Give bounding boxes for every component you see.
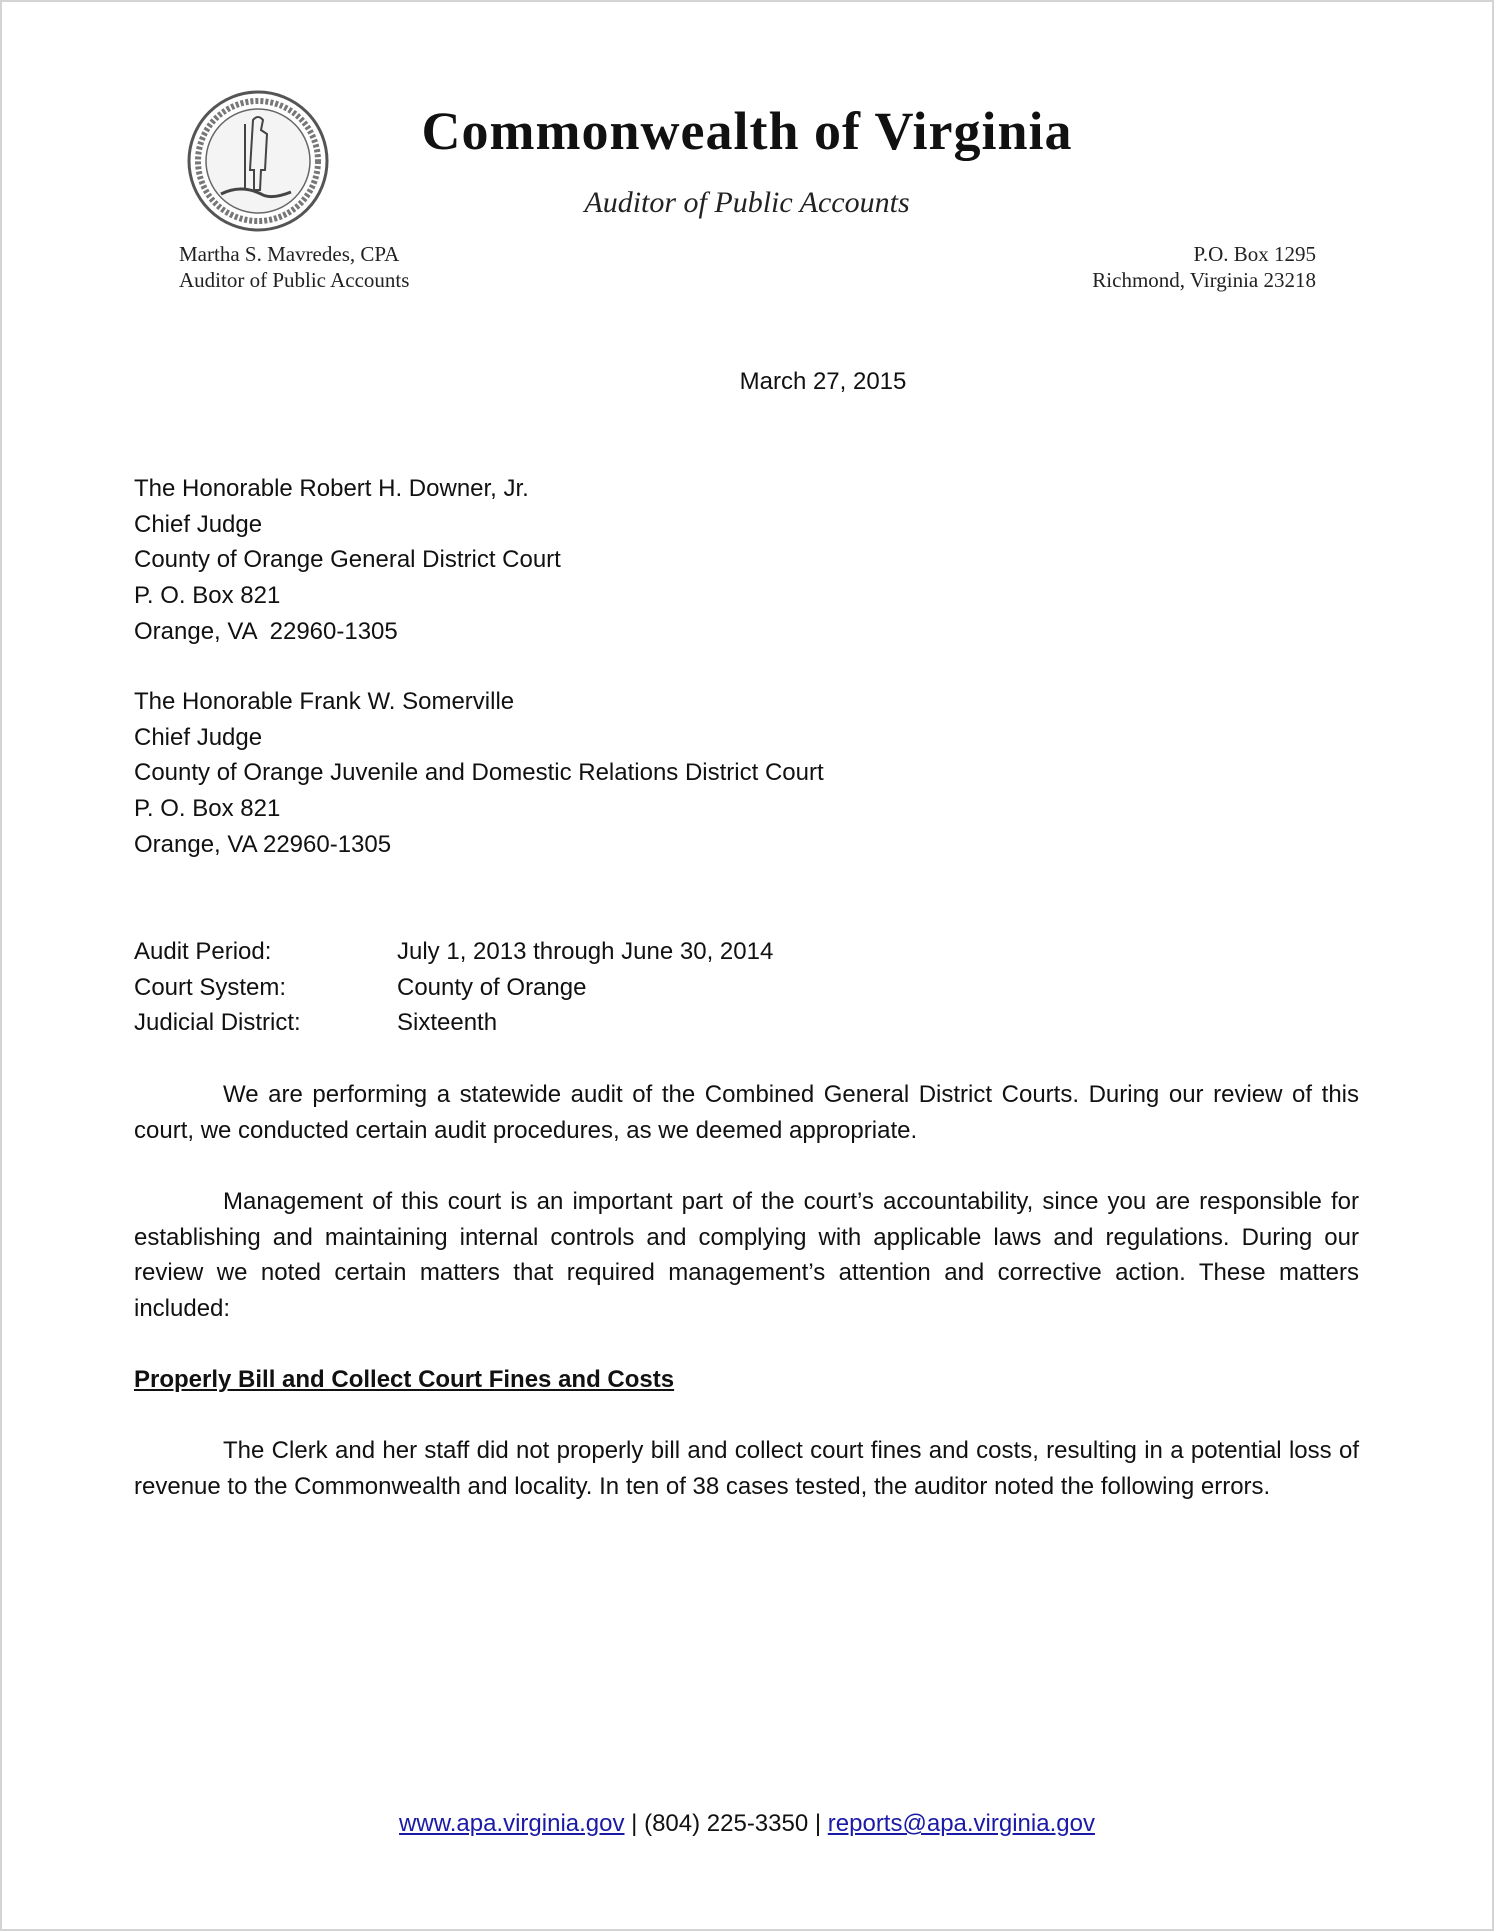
judicial-district-value: Sixteenth [397, 1009, 498, 1037]
website-link[interactable]: www.apa.virginia.gov [399, 1810, 625, 1837]
addressee-line: County of Orange Juvenile and Domestic Relations District Court [134, 759, 824, 787]
court-system-label: Court System: [134, 973, 287, 1001]
city-state: Richmond, Virginia 23218 [1092, 268, 1316, 292]
paragraph-management: Management of this court is an important part of the court’s accountability, since you are responsible for establishing and maintaining internal controls and complying with applicable laws and regulations. During our review we noted certain matters that required management’s attention and corrective action. These matters included: [134, 1188, 1359, 1323]
addressee-block-1 [134, 471, 561, 650]
po-box: P.O. Box 1295 [1193, 242, 1316, 266]
separator: | [814, 1810, 822, 1837]
addressee-block-2 [134, 684, 824, 863]
audit-period-label: Audit Period: [134, 938, 272, 965]
audit-period-row [134, 934, 773, 970]
court-system-row [134, 970, 773, 1006]
addressee-line: Chief Judge [134, 723, 263, 751]
addressee-line: Orange, VA 22960-1305 [134, 617, 398, 645]
separator: | [631, 1810, 638, 1837]
paragraph-intro: We are performing a statewide audit of the Combined General District Courts. During our review of this court, we conducted certain audit procedures, as we deemed appropriate. [134, 1081, 1359, 1144]
mailing-address [1092, 241, 1316, 293]
section-paragraph: The Clerk and her staff did not properly bill and collect court fines and costs, resulting in a potential loss of revenue to the Commonwealth and locality. In ten of 38 cases tested, the auditor noted the following errors. [134, 1437, 1359, 1500]
addressee-line: The Honorable Robert H. Downer, Jr. [134, 475, 529, 502]
addressee-line: P. O. Box 821 [134, 582, 281, 610]
addressee-line: Chief Judge [134, 510, 263, 538]
audit-period-value: July 1, 2013 through June 30, 2014 [397, 938, 774, 965]
judicial-district-row [134, 1005, 773, 1041]
letterhead-title: Commonwealth of Virginia [421, 101, 1073, 161]
audit-info [134, 934, 773, 1041]
letterhead-subtitle: Auditor of Public Accounts [584, 186, 910, 219]
email-link[interactable]: reports@apa.virginia.gov [827, 1810, 1095, 1837]
auditor-info [179, 241, 409, 293]
judicial-district-label: Judicial District: [134, 1009, 301, 1037]
auditor-name: Martha S. Mavredes, CPA [179, 242, 400, 266]
addressee-line: County of Orange General District Court [134, 546, 561, 574]
letter-date: March 27, 2015 [739, 368, 907, 395]
auditor-title: Auditor of Public Accounts [179, 268, 410, 292]
addressee-line: The Honorable Frank W. Somerville [134, 688, 515, 715]
addressee-line: Orange, VA 22960-1305 [134, 830, 392, 858]
court-system-value: County of Orange [397, 973, 587, 1001]
footer [0, 1806, 1494, 1842]
addressee-line: P. O. Box 821 [134, 795, 281, 823]
section-heading: Properly Bill and Collect Court Fines and Costs [134, 1366, 675, 1393]
phone-number: (804) 225-3350 [644, 1810, 809, 1837]
